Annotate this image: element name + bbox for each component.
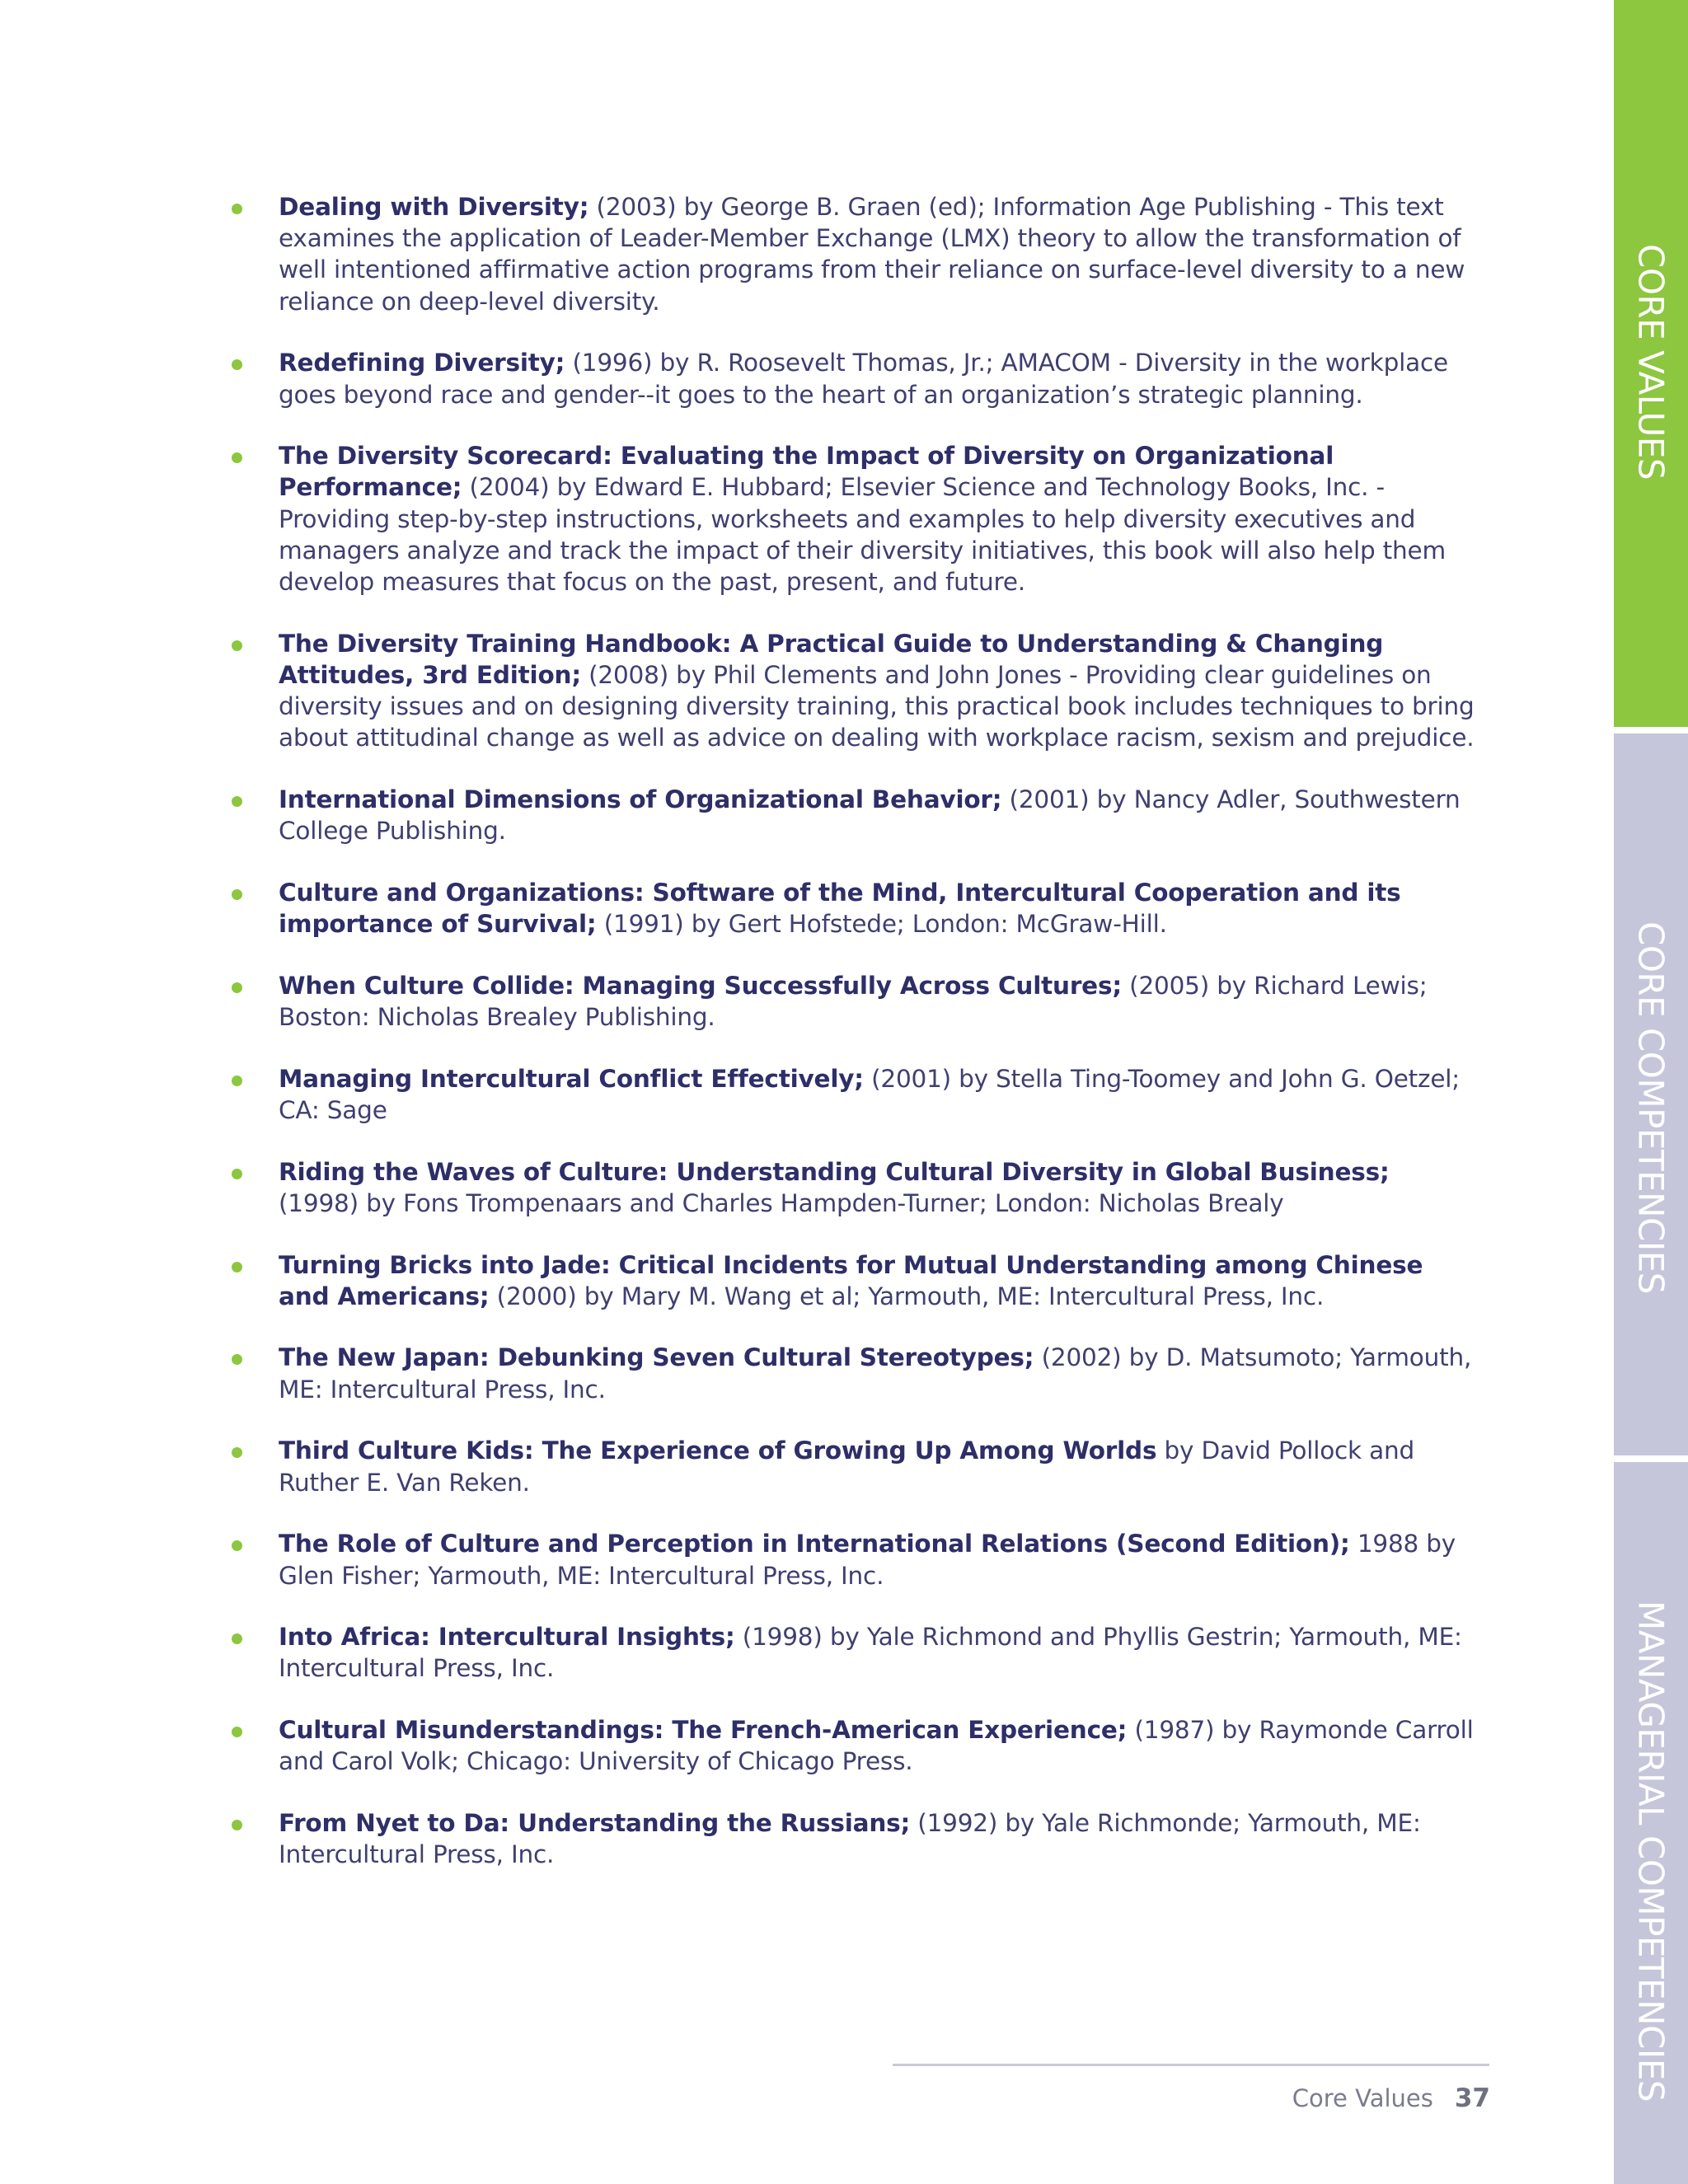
reference-title: International Dimensions of Organizational Behavior;: [279, 785, 1002, 814]
page-number: 37: [1454, 2083, 1490, 2113]
bullet-icon: [232, 359, 242, 370]
reference-description: (2003) by George B. Graen (ed); Information Age Publishing - This text examines the application of Leader-Member Exchange (LMX) theory to allow the transformation of well intentioned affirmative action programs from their reliance on surface-level diversity to a new reliance on deep-level diversity.: [279, 193, 1465, 316]
page-footer: [1292, 2083, 1490, 2113]
reference-description: (2005) by Richard Lewis; Boston: Nicholas Brealey Publishing.: [279, 971, 1428, 1032]
bullet-icon: [232, 1447, 242, 1458]
reference-description: (1996) by R. Roosevelt Thomas, Jr.; AMACOM - Diversity in the workplace goes beyond race and gender--it goes to the heart of an organization’s strategic planning.: [279, 349, 1448, 409]
reference-description: (1987) by Raymonde Carroll and Carol Volk; Chicago: University of Chicago Press.: [279, 1716, 1474, 1776]
reference-description: (1998) by Fons Trompenaars and Charles Hampden-Turner; London: Nicholas Brealy: [279, 1188, 1284, 1217]
bullet-icon: [232, 1354, 242, 1365]
tab-label: CORE VALUES: [1630, 244, 1672, 480]
bullet-icon: [232, 640, 242, 651]
list-item: [223, 784, 1475, 846]
list-item: [223, 1435, 1475, 1497]
tab-managerial-competencies[interactable]: [1614, 1462, 1688, 2184]
reference-title: Riding the Waves of Culture: Understanding Cultural Diversity in Global Business;: [279, 1157, 1390, 1186]
list-item: [223, 1342, 1475, 1404]
list-item: [223, 191, 1475, 317]
reference-description: (2001) by Nancy Adler, Southwestern College Publishing.: [279, 785, 1461, 846]
reference-title: The Diversity Scorecard: Evaluating the Impact of Diversity on Organizational Performance;: [279, 442, 1334, 502]
bullet-icon: [232, 796, 242, 807]
reference-title: Cultural Misunderstandings: The French-American Experience;: [279, 1716, 1128, 1745]
list-item: [223, 877, 1475, 940]
reference-title: The New Japan: Debunking Seven Cultural Stereotypes;: [279, 1343, 1034, 1372]
bullet-icon: [232, 1727, 242, 1737]
footer-section-name: Core Values: [1292, 2084, 1433, 2112]
bullet-icon: [232, 1262, 242, 1272]
reference-description: (1998) by Yale Richmond and Phyllis Gestrin; Yarmouth, ME: Intercultural Press, Inc.: [279, 1623, 1462, 1683]
reference-title: Third Culture Kids: The Experience of Growing Up Among Worlds: [279, 1436, 1157, 1465]
reference-title: The Role of Culture and Perception in International Relations (Second Edition);: [279, 1530, 1350, 1558]
reference-title: Managing Intercultural Conflict Effectively;: [279, 1064, 864, 1093]
tab-core-values[interactable]: [1614, 0, 1688, 727]
tab-label: CORE COMPETENCIES: [1630, 921, 1672, 1294]
reference-description: (2008) by Phil Clements and John Jones - Providing clear guidelines on diversity issues and on designing diversity training, this practical book includes techniques to bring about attitudinal change as well as advice on dealing with workplace racism, sexism and prejudice.: [279, 660, 1475, 752]
bullet-icon: [232, 1076, 242, 1086]
bullet-icon: [232, 889, 242, 900]
list-item: [223, 628, 1475, 754]
bullet-icon: [232, 982, 242, 993]
reference-description: (2001) by Stella Ting-Toomey and John G. Oetzel; CA: Sage: [279, 1064, 1461, 1124]
bullet-icon: [232, 1540, 242, 1551]
reference-description: by David Pollock and Ruther E. Van Reken.: [279, 1436, 1415, 1497]
reference-title: The Diversity Training Handbook: A Practical Guide to Understanding & Changing Attitudes, 3rd Edition;: [279, 629, 1384, 689]
bullet-icon: [232, 452, 242, 463]
reference-title: When Culture Collide: Managing Successfully Across Cultures;: [279, 971, 1122, 1000]
list-item: [223, 970, 1475, 1033]
reference-title: Redefining Diversity;: [279, 349, 565, 377]
bullet-icon: [232, 1633, 242, 1644]
list-item: [223, 1249, 1475, 1312]
list-item: [223, 1714, 1475, 1777]
reference-title: Dealing with Diversity;: [279, 193, 589, 221]
reference-description: (2000) by Mary M. Wang et al; Yarmouth, ME: Intercultural Press, Inc.: [489, 1282, 1325, 1310]
list-item: [223, 1156, 1475, 1219]
reference-description: (2002) by D. Matsumoto; Yarmouth, ME: Intercultural Press, Inc.: [279, 1343, 1472, 1404]
reference-title: Into Africa: Intercultural Insights;: [279, 1623, 735, 1652]
list-item: [223, 1807, 1475, 1870]
tab-label: MANAGERIAL COMPETENCIES: [1630, 1601, 1672, 2102]
reference-description: (1992) by Yale Richmonde; Yarmouth, ME: Intercultural Press, Inc.: [279, 1809, 1421, 1869]
footer-divider: [893, 2064, 1489, 2066]
reference-title: Culture and Organizations: Software of the Mind, Intercultural Cooperation and its importance of Survival;: [279, 878, 1401, 939]
list-item: [223, 440, 1475, 598]
tab-core-competencies[interactable]: [1614, 733, 1688, 1455]
list-item: [223, 1063, 1475, 1126]
reference-title: From Nyet to Da: Understanding the Russians;: [279, 1809, 911, 1838]
reference-list: [223, 191, 1475, 1870]
reference-description: (1991) by Gert Hofstede; London: McGraw-Hill.: [596, 910, 1167, 939]
section-tabs: [1614, 0, 1688, 2184]
list-item: [223, 1528, 1475, 1591]
reference-description: 1988 by Glen Fisher; Yarmouth, ME: Intercultural Press, Inc.: [279, 1530, 1456, 1590]
list-item: [223, 347, 1475, 410]
reference-title: Turning Bricks into Jade: Critical Incidents for Mutual Understanding among Chinese and Americans;: [279, 1250, 1423, 1310]
bullet-icon: [232, 1169, 242, 1179]
page-content: [223, 191, 1475, 1900]
list-item: [223, 1621, 1475, 1684]
bullet-icon: [232, 1820, 242, 1830]
bullet-icon: [232, 204, 242, 214]
reference-description: (2004) by Edward E. Hubbard; Elsevier Science and Technology Books, Inc. - Providing step-by-step instructions, worksheets and examples to help diversity executives and managers analyze and track the impact of their diversity initiatives, this book will also help them develop measures that focus on the past, present, and future.: [279, 473, 1446, 597]
